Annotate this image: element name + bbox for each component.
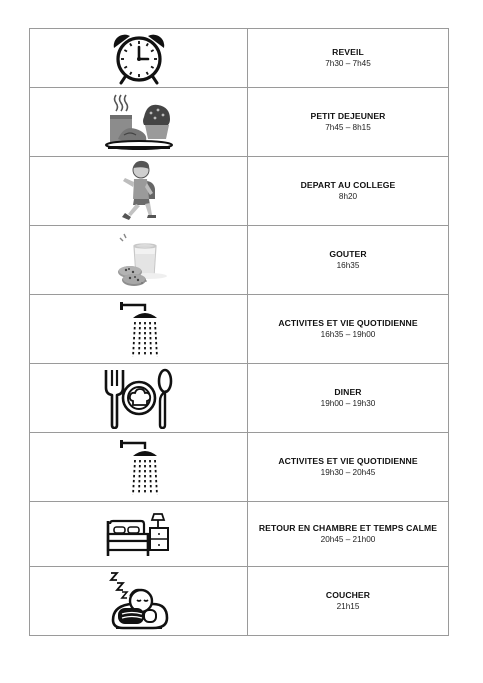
schedule-row	[30, 433, 449, 502]
activity-title: ACTIVITES ET VIE QUOTIDIENNE	[278, 318, 418, 328]
schedule-text-cell	[248, 364, 449, 433]
activity-title: PETIT DEJEUNER	[310, 111, 386, 121]
schedule-text-cell	[248, 433, 449, 502]
activity-title: DEPART AU COLLEGE	[300, 180, 396, 190]
schedule-text-cell	[248, 567, 449, 636]
activity-time: 21h15	[336, 602, 360, 611]
schedule-row	[30, 226, 449, 295]
schedule-text-cell	[248, 502, 449, 567]
schedule-row	[30, 567, 449, 636]
schedule-row	[30, 295, 449, 364]
schedule-icon-cell	[30, 226, 248, 295]
activity-time: 7h45 – 8h15	[325, 123, 371, 132]
schedule-icon-cell	[30, 364, 248, 433]
activity-title: GOUTER	[329, 249, 367, 259]
breakfast-icon	[104, 91, 174, 153]
schedule-icon-cell	[30, 433, 248, 502]
activity-time: 19h30 – 20h45	[320, 468, 376, 477]
snack-icon	[108, 230, 170, 290]
activity-title: RETOUR EN CHAMBRE ET TEMPS CALME	[258, 523, 438, 533]
schedule-icon-cell	[30, 88, 248, 157]
schedule-icon-cell	[30, 157, 248, 226]
schedule-icon-cell	[30, 502, 248, 567]
schedule-icon-cell	[30, 295, 248, 364]
sleeping-person-icon	[108, 570, 170, 632]
alarm-clock-icon	[108, 30, 170, 86]
bed-icon	[106, 510, 172, 558]
schedule-text-cell	[248, 226, 449, 295]
schedule-icon-cell	[30, 567, 248, 636]
schedule-row	[30, 29, 449, 88]
activity-time: 16h35	[336, 261, 360, 270]
activity-time: 16h35 – 19h00	[320, 330, 376, 339]
activity-time: 8h20	[338, 192, 358, 201]
activity-time: 20h45 – 21h00	[320, 535, 376, 544]
schedule-text-cell	[248, 88, 449, 157]
schedule-text-cell	[248, 157, 449, 226]
activity-title: ACTIVITES ET VIE QUOTIDIENNE	[278, 456, 418, 466]
schedule-row	[30, 502, 449, 567]
schedule-text-cell	[248, 295, 449, 364]
daily-schedule-table	[29, 28, 449, 636]
schedule-icon-cell	[30, 29, 248, 88]
schedule-row	[30, 157, 449, 226]
shower-icon	[112, 299, 166, 359]
activity-title: DINER	[334, 387, 362, 397]
schedule-row	[30, 364, 449, 433]
schedule-row	[30, 88, 449, 157]
activity-time: 7h30 – 7h45	[325, 59, 371, 68]
schedule-text-cell	[248, 29, 449, 88]
dinner-plate-icon	[102, 367, 176, 429]
activity-time: 19h00 – 19h30	[320, 399, 376, 408]
activity-title: COUCHER	[325, 590, 371, 600]
walking-child-icon	[116, 159, 162, 223]
shower-icon	[112, 437, 166, 497]
activity-title: REVEIL	[332, 47, 364, 57]
